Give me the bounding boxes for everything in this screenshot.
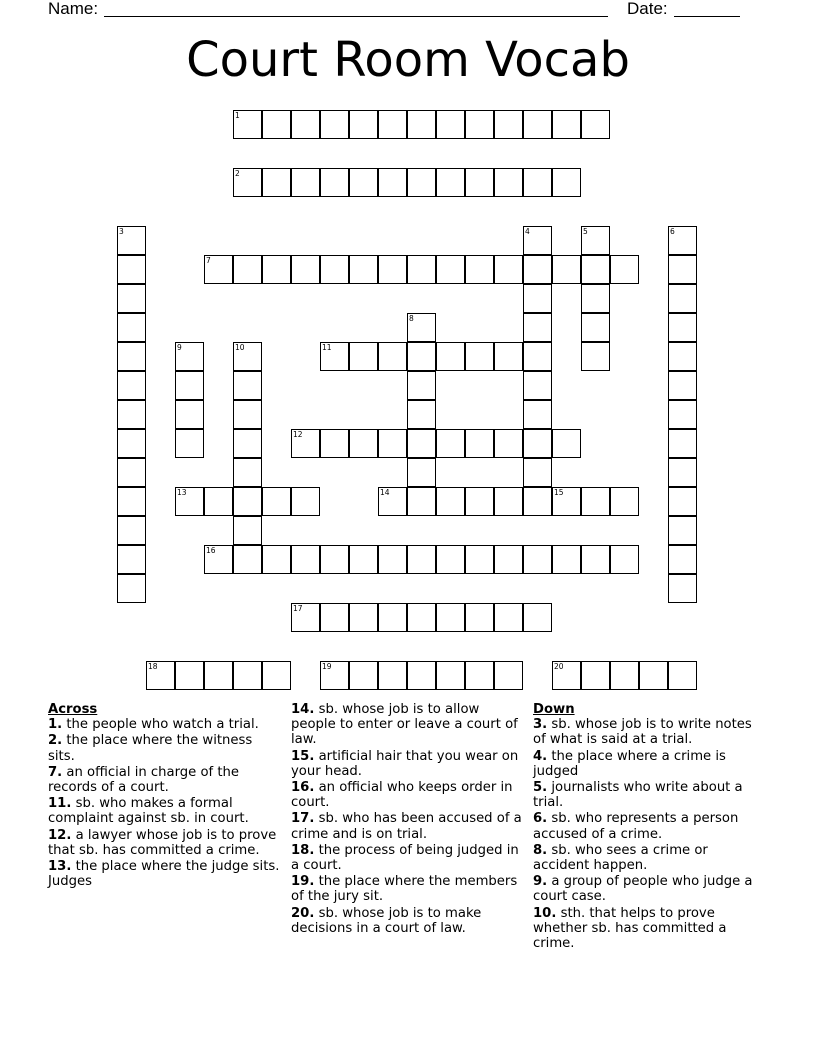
grid-cell[interactable] [610, 661, 639, 690]
grid-cell[interactable] [378, 110, 407, 139]
grid-cell[interactable] [262, 255, 291, 284]
clue-number: 8 [409, 314, 414, 323]
clue-item: 6. sb. who represents a person accused of a crime. [533, 811, 739, 842]
clue-item: 13. the place where the judge sits. Judges [48, 859, 280, 890]
clue-number: 7 [206, 256, 211, 265]
grid-cell[interactable] [436, 110, 465, 139]
grid-cell[interactable] [436, 603, 465, 632]
clue-number: 18 [148, 662, 158, 671]
grid-cell[interactable] [291, 110, 320, 139]
grid-cell[interactable] [407, 603, 436, 632]
grid-cell[interactable] [523, 400, 552, 429]
grid-cell[interactable] [175, 487, 204, 516]
clue-number: 4 [525, 227, 530, 236]
grid-cell[interactable] [552, 545, 581, 574]
clue-item: 12. a lawyer whose job is to prove that sb. has committed a crime. [48, 827, 277, 858]
clue-number: 20 [554, 662, 564, 671]
grid-cell[interactable] [668, 400, 697, 429]
grid-cell[interactable] [552, 487, 581, 516]
grid-cell[interactable] [407, 458, 436, 487]
grid-cell[interactable] [407, 429, 436, 458]
grid-cell[interactable] [117, 255, 146, 284]
grid-cell[interactable] [494, 545, 523, 574]
grid-cell[interactable] [233, 516, 262, 545]
grid-cell[interactable] [320, 603, 349, 632]
grid-cell[interactable] [233, 458, 262, 487]
clue-number: 1 [235, 111, 240, 120]
grid-cell[interactable] [407, 545, 436, 574]
grid-cell[interactable] [175, 400, 204, 429]
grid-cell[interactable] [117, 487, 146, 516]
grid-cell[interactable] [117, 284, 146, 313]
grid-cell[interactable] [523, 603, 552, 632]
clue-item: 3. sb. whose job is to write notes of what is said at a trial. [533, 717, 752, 748]
grid-cell[interactable] [668, 487, 697, 516]
grid-cell[interactable] [523, 255, 552, 284]
grid-cell[interactable] [610, 487, 639, 516]
clue-item: 11. sb. who makes a formal complaint against sb. in court. [48, 796, 249, 827]
grid-cell[interactable] [581, 545, 610, 574]
grid-cell[interactable] [668, 545, 697, 574]
grid-cell[interactable] [407, 168, 436, 197]
grid-cell[interactable] [291, 545, 320, 574]
grid-cell[interactable] [233, 168, 262, 197]
grid-cell[interactable] [668, 226, 697, 255]
clue-item: 19. the place where the members of the jury sit. [291, 874, 518, 905]
grid-cell[interactable] [175, 371, 204, 400]
grid-cell[interactable] [204, 255, 233, 284]
grid-cell[interactable] [523, 226, 552, 255]
grid-cell[interactable] [349, 661, 378, 690]
grid-cell[interactable] [581, 661, 610, 690]
grid-cell[interactable] [117, 545, 146, 574]
grid-cell[interactable] [610, 545, 639, 574]
grid-cell[interactable] [407, 487, 436, 516]
grid-cell[interactable] [465, 603, 494, 632]
grid-cell[interactable] [349, 342, 378, 371]
grid-cell[interactable] [320, 429, 349, 458]
grid-cell[interactable] [465, 342, 494, 371]
grid-cell[interactable] [494, 487, 523, 516]
grid-cell[interactable] [523, 110, 552, 139]
grid-cell[interactable] [523, 168, 552, 197]
grid-cell[interactable] [175, 661, 204, 690]
grid-cell[interactable] [494, 255, 523, 284]
clue-number: 15 [554, 488, 564, 497]
grid-cell[interactable] [349, 255, 378, 284]
grid-cell[interactable] [668, 255, 697, 284]
grid-cell[interactable] [610, 255, 639, 284]
grid-cell[interactable] [117, 400, 146, 429]
grid-cell[interactable] [262, 487, 291, 516]
clue-number: 10 [235, 343, 245, 352]
clue-column-across-continued [291, 702, 526, 937]
grid-cell[interactable] [668, 284, 697, 313]
grid-cell[interactable] [523, 313, 552, 342]
grid-cell[interactable] [378, 429, 407, 458]
clue-item: 20. sb. whose job is to make decisions in a court of law. [291, 905, 482, 936]
grid-cell[interactable] [436, 487, 465, 516]
grid-cell[interactable] [262, 168, 291, 197]
grid-cell[interactable] [233, 400, 262, 429]
grid-cell[interactable] [407, 400, 436, 429]
grid-cell[interactable] [581, 110, 610, 139]
grid-cell[interactable] [262, 545, 291, 574]
grid-cell[interactable] [378, 661, 407, 690]
date-label: Date: [627, 0, 668, 18]
clue-item: 9. a group of people who judge a court case. [533, 874, 753, 905]
grid-cell[interactable] [581, 255, 610, 284]
grid-cell[interactable] [668, 342, 697, 371]
clue-number: 6 [670, 227, 675, 236]
grid-cell[interactable] [146, 661, 175, 690]
grid-cell[interactable] [407, 342, 436, 371]
grid-cell[interactable] [552, 168, 581, 197]
grid-cell[interactable] [233, 371, 262, 400]
grid-cell[interactable] [407, 371, 436, 400]
grid-cell[interactable] [668, 661, 697, 690]
grid-cell[interactable] [494, 661, 523, 690]
grid-cell[interactable] [291, 429, 320, 458]
grid-cell[interactable] [523, 429, 552, 458]
clue-item: 18. the process of being judged in a court. [291, 842, 519, 874]
clue-number: 3 [119, 227, 124, 236]
clue-number: 5 [583, 227, 588, 236]
grid-cell[interactable] [349, 603, 378, 632]
grid-cell[interactable] [668, 458, 697, 487]
clue-number: 2 [235, 169, 240, 178]
grid-cell[interactable] [407, 255, 436, 284]
clue-heading-across: Across [48, 702, 98, 717]
grid-cell[interactable] [117, 313, 146, 342]
grid-cell[interactable] [552, 255, 581, 284]
grid-cell[interactable] [668, 429, 697, 458]
grid-cell[interactable] [523, 371, 552, 400]
grid-cell[interactable] [320, 342, 349, 371]
grid-cell[interactable] [204, 661, 233, 690]
grid-cell[interactable] [494, 110, 523, 139]
grid-cell[interactable] [291, 168, 320, 197]
grid-cell[interactable] [639, 661, 668, 690]
grid-cell[interactable] [494, 342, 523, 371]
grid-cell[interactable] [291, 487, 320, 516]
grid-cell[interactable] [668, 574, 697, 603]
grid-cell[interactable] [436, 661, 465, 690]
grid-cell[interactable] [204, 545, 233, 574]
grid-cell[interactable] [320, 168, 349, 197]
grid-cell[interactable] [581, 226, 610, 255]
grid-cell[interactable] [291, 603, 320, 632]
grid-cell[interactable] [668, 313, 697, 342]
grid-cell[interactable] [494, 603, 523, 632]
grid-cell[interactable] [552, 429, 581, 458]
grid-cell[interactable] [320, 661, 349, 690]
grid-cell[interactable] [378, 342, 407, 371]
clue-heading-down: Down [533, 702, 575, 717]
grid-cell[interactable] [581, 342, 610, 371]
clue-item: 1. the people who watch a trial. [48, 717, 259, 733]
grid-cell[interactable] [262, 110, 291, 139]
grid-cell[interactable] [349, 168, 378, 197]
grid-cell[interactable] [465, 429, 494, 458]
grid-cell[interactable] [523, 487, 552, 516]
clue-column-across [48, 702, 283, 890]
grid-cell[interactable] [465, 545, 494, 574]
grid-cell[interactable] [320, 255, 349, 284]
grid-cell[interactable] [175, 342, 204, 371]
grid-cell[interactable] [233, 661, 262, 690]
grid-cell[interactable] [581, 284, 610, 313]
grid-cell[interactable] [581, 313, 610, 342]
grid-cell[interactable] [320, 545, 349, 574]
grid-cell[interactable] [552, 661, 581, 690]
clue-item: 15. artificial hair that you wear on your head. [291, 748, 519, 779]
grid-cell[interactable] [349, 545, 378, 574]
grid-cell[interactable] [233, 342, 262, 371]
grid-cell[interactable] [233, 487, 262, 516]
grid-cell[interactable] [349, 429, 378, 458]
grid-cell[interactable] [407, 110, 436, 139]
grid-cell[interactable] [117, 516, 146, 545]
grid-cell[interactable] [436, 545, 465, 574]
grid-cell[interactable] [465, 168, 494, 197]
grid-cell[interactable] [436, 429, 465, 458]
grid-cell[interactable] [378, 545, 407, 574]
clue-number: 16 [206, 546, 216, 555]
grid-cell[interactable] [378, 487, 407, 516]
grid-cell[interactable] [436, 342, 465, 371]
grid-cell[interactable] [262, 661, 291, 690]
grid-cell[interactable] [233, 255, 262, 284]
clue-number: 12 [293, 430, 303, 439]
grid-cell[interactable] [291, 255, 320, 284]
clue-item: 8. sb. who sees a crime or accident happen. [533, 842, 708, 874]
grid-cell[interactable] [465, 110, 494, 139]
clue-number: 14 [380, 488, 390, 497]
grid-cell[interactable] [552, 110, 581, 139]
clue-number: 19 [322, 662, 332, 671]
page-title: Court Room Vocab [186, 32, 630, 88]
grid-cell[interactable] [320, 110, 349, 139]
grid-cell[interactable] [233, 429, 262, 458]
grid-cell[interactable] [117, 574, 146, 603]
clue-number: 13 [177, 488, 187, 497]
grid-cell[interactable] [465, 661, 494, 690]
grid-cell[interactable] [233, 110, 262, 139]
grid-cell[interactable] [117, 226, 146, 255]
grid-cell[interactable] [523, 342, 552, 371]
clue-number: 11 [322, 343, 332, 352]
clue-item: 17. sb. who has been accused of a crime and is on trial. [291, 811, 522, 842]
grid-cell[interactable] [407, 313, 436, 342]
grid-cell[interactable] [378, 603, 407, 632]
clue-column-down [533, 702, 768, 952]
clue-number: 9 [177, 343, 182, 352]
grid-cell[interactable] [465, 487, 494, 516]
grid-cell[interactable] [436, 255, 465, 284]
name-label: Name: [48, 0, 99, 18]
clue-item: 10. sth. that helps to prove whether sb. has committed a crime. [533, 905, 727, 952]
grid-cell[interactable] [378, 255, 407, 284]
grid-cell[interactable] [494, 429, 523, 458]
grid-cell[interactable] [117, 342, 146, 371]
clue-item: 4. the place where a crime is judged [533, 748, 726, 779]
grid-cell[interactable] [378, 168, 407, 197]
grid-cell[interactable] [349, 110, 378, 139]
grid-cell[interactable] [523, 458, 552, 487]
clue-number: 17 [293, 604, 303, 613]
grid-cell[interactable] [523, 284, 552, 313]
grid-cell[interactable] [581, 487, 610, 516]
grid-cell[interactable] [233, 545, 262, 574]
grid-cell[interactable] [117, 371, 146, 400]
grid-cell[interactable] [117, 429, 146, 458]
clue-item: 7. an official in charge of the records of a court. [48, 764, 240, 796]
clue-item: 16. an official who keeps order in court. [291, 780, 513, 811]
grid-cell[interactable] [668, 516, 697, 545]
grid-cell[interactable] [117, 458, 146, 487]
grid-cell[interactable] [175, 429, 204, 458]
clue-item: 5. journalists who write about a trial. [533, 780, 743, 811]
grid-cell[interactable] [465, 255, 494, 284]
grid-cell[interactable] [668, 371, 697, 400]
clue-item: 2. the place where the witness sits. [48, 733, 253, 764]
grid-cell[interactable] [523, 545, 552, 574]
grid-cell[interactable] [436, 168, 465, 197]
grid-cell[interactable] [204, 487, 233, 516]
grid-cell[interactable] [494, 168, 523, 197]
clue-item: 14. sb. whose job is to allow people to enter or leave a court of law. [291, 702, 518, 748]
grid-cell[interactable] [407, 661, 436, 690]
